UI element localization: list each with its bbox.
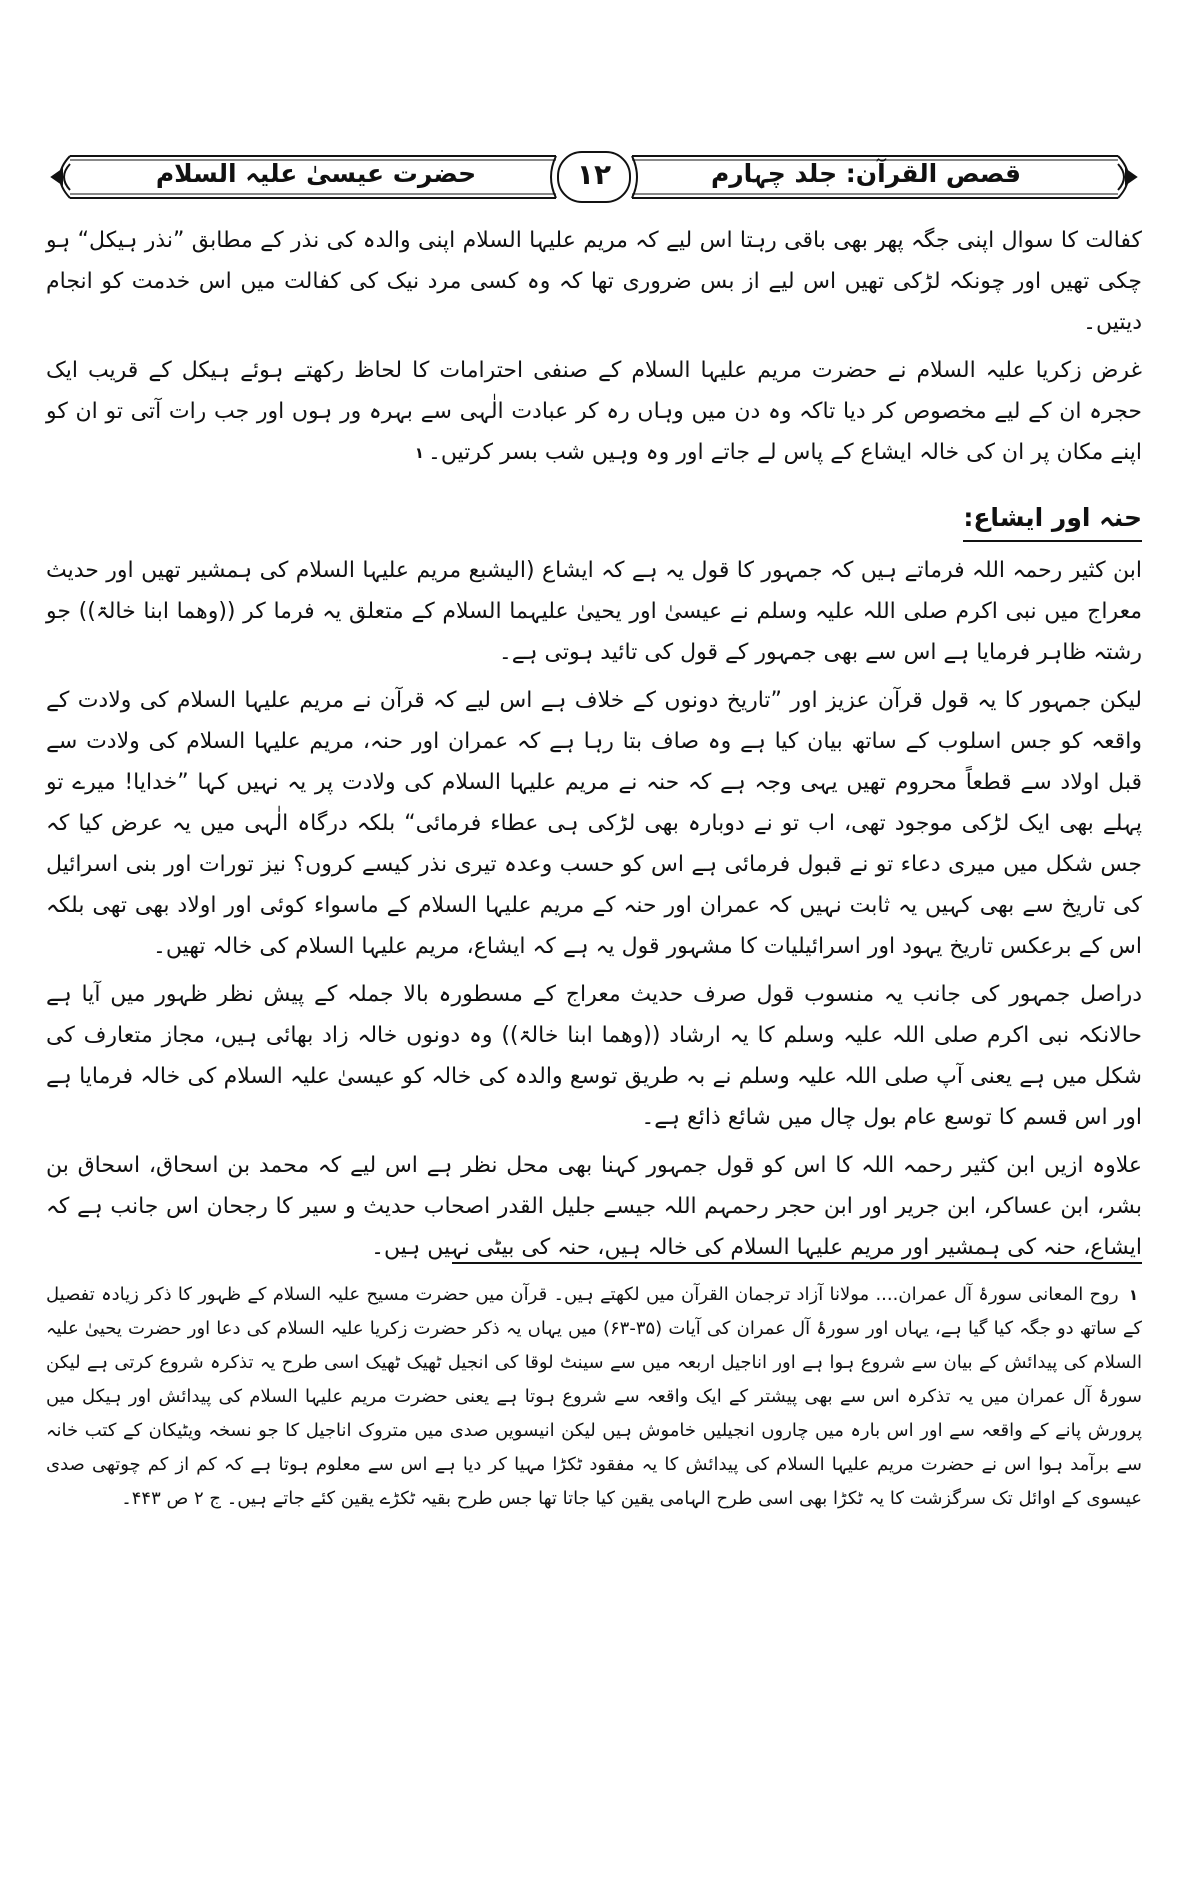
- page-header: [46, 142, 1142, 214]
- footnote-text: روح المعانی سورۂ آل عمران.... مولانا آزاد ترجمان القرآن میں لکھتے ہیں۔ قرآن میں حضرت مسیح علیہ السلام کے ظہور کا ذکر زیادہ تفصیل کے ساتھ دو جگہ کیا گیا ہے، یہاں اور سورۂ آل عمران کی آیات (۳۵-۶۳) میں یہاں یہ ذکر حضرت زکریا علیہ السلام کی دعا اور حضرت یحییٰ علیہ السلام کی پیدائش کے بیان سے شروع ہوا ہے اور اناجیل اربعہ میں سے سینٹ لوقا کی انجیل ٹھیک ٹھیک اسی طرح یہ تذکرہ شروع کرتی ہے لیکن سورۂ آل عمران میں یہ تذکرہ اس سے بھی پیشتر کے ایک واقعہ سے شروع ہوتا ہے یعنی حضرت مریم علیہا السلام کی پیدائش اور ہیکل میں پرورش پانے کے واقعہ سے اور اس بارہ میں چاروں انجیلیں خاموش ہیں لیکن انیسویں صدی میں متروک اناجیل کا جو نسخہ ویٹیکان کے کتب خانہ سے برآمد ہوا اس نے حضرت مریم علیہا السلام کی پیدائش کا یہ مفقود ٹکڑا مہیا کر دیا ہے اس سے معلوم ہوتا ہے کہ کم از کم چوتھی صدی عیسوی کے اوائل تک سرگزشت کا یہ ٹکڑا بھی اسی طرح الہامی یقین کیا جاتا تھا جس طرح بقیہ ٹکڑے یقین کئے جاتے ہیں۔ ج ۲ ص ۴۴۳۔: [46, 1284, 1143, 1509]
- paragraph-4: لیکن جمہور کا یہ قول قرآن عزیز اور ”تاریخ دونوں کے خلاف ہے اس لیے کہ قرآن نے مریم علیہا السلام کی ولادت کے واقعہ کو جس اسلوب کے ساتھ بیان کیا ہے وہ صاف بتا رہا ہے کہ عمران اور حنہ، مریم علیہا السلام کی ولادت سے قبل اولاد سے قطعاً محروم تھیں یہی وجہ ہے کہ حنہ نے مریم علیہا السلام کی ولادت پر یہ نہیں کہا ”خدایا! میرے تو پہلے بھی ایک لڑکی موجود تھی، اب تو نے دوبارہ بھی لڑکی ہی عطاء فرمائی“ بلکہ درگاہ الٰہی میں یہ عرض کیا کہ جس شکل میں میری دعاء تو نے قبول فرمائی ہے اس کو حسب وعدہ تیری نذر کیسے کروں؟ نیز تورات اور بنی اسرائیل کی تاریخ سے بھی کہیں یہ ثابت نہیں کہ عمران اور حنہ کے مریم علیہا السلام کے ماسواء کوئی اور اولاد بھی تھی بلکہ اس کے برعکس تاریخ یہود اور اسرائیلیات کا مشہور قول یہ ہے کہ ایشاع، مریم علیہا السلام کی خالہ تھیں۔: [46, 688, 1142, 959]
- page-number: ۱۲: [576, 158, 612, 191]
- footnote-mark: ۱: [1128, 1285, 1138, 1304]
- footnote: [46, 1278, 1142, 1516]
- paragraph-6: علاوہ ازیں ابن کثیر رحمہ اللہ کا اس کو قول جمہور کہنا بھی محل نظر ہے اس لیے کہ محمد بن اسحاق، اسحاق بن بشر، ابن عساکر، ابن جریر اور ابن حجر رحمہم اللہ جیسے جلیل القدر اصحاب حدیث و سیر کا رجحان اس جانب ہے کہ ایشاع، حنہ کی ہمشیر اور مریم علیہا السلام کی خالہ ہیں، حنہ کی بیٹی نہیں ہیں۔: [46, 1153, 1142, 1260]
- footnote-marker: ۱: [414, 443, 424, 462]
- book-title: قصص القرآن: جلد چہارم: [710, 159, 1022, 188]
- section-heading: حنہ اور ایشاع:: [963, 498, 1142, 542]
- paragraph-3: ابن کثیر رحمہ اللہ فرماتے ہیں کہ جمہور کا قول یہ ہے کہ ایشاع (الیشبع مریم علیہا السلام کی ہمشیر تھیں اور حدیث معراج میں نبی اکرم صلی اللہ علیہ وسلم نے عیسیٰ اور یحییٰ علیہما السلام کے متعلق یہ فرما کر ((وھما ابنا خالۃ)) جو رشتہ ظاہر فرمایا ہے اس سے بھی جمہور کے قول کی تائید ہوتی ہے۔: [46, 558, 1142, 665]
- chapter-title: حضرت عیسیٰ علیہ السلام: [155, 159, 477, 188]
- paragraph-2-text: غرض زکریا علیہ السلام نے حضرت مریم علیہا السلام کے صنفی احترامات کا لحاظ رکھتے ہوئے ہیکل کے قریب ایک حجرہ ان کے لیے مخصوص کر دیا تاکہ وہ دن میں وہاں رہ کر عبادت الٰہی سے بہرہ ور ہوں اور جب رات آتی تو ان کو اپنے مکان پر ان کی خالہ ایشاع کے پاس لے جاتے اور وہ وہیں شب بسر کرتیں۔: [46, 358, 1142, 465]
- footnote-divider: [452, 1262, 1142, 1264]
- paragraph-1: کفالت کا سوال اپنی جگہ پھر بھی باقی رہتا اس لیے کہ مریم علیہا السلام اپنی والدہ کی نذر کے مطابق ”نذر ہیکل“ ہو چکی تھیں اور چونکہ لڑکی تھیں اس لیے از بس ضروری تھا کہ وہ کسی مرد نیک کی کفالت میں اس خدمت کو انجام دیتیں۔: [46, 228, 1142, 335]
- paragraph-5: دراصل جمہور کی جانب یہ منسوب قول صرف حدیث معراج کے مسطورہ بالا جملہ کے پیش نظر ظہور میں آیا ہے حالانکہ نبی اکرم صلی اللہ علیہ وسلم کا یہ ارشاد ((وھما ابنا خالۃ)) وہ دونوں خالہ زاد بھائی ہیں، مجاز متعارف کی شکل میں ہے یعنی آپ صلی اللہ علیہ وسلم نے بہ طریق توسع والدہ کی خالہ کو عیسیٰ علیہ السلام کی خالہ فرمایا ہے اور اس قسم کا توسع عام بول چال میں شائع ذائع ہے۔: [46, 982, 1142, 1130]
- body-text: [46, 220, 1142, 1275]
- paragraph-2: [46, 350, 1142, 473]
